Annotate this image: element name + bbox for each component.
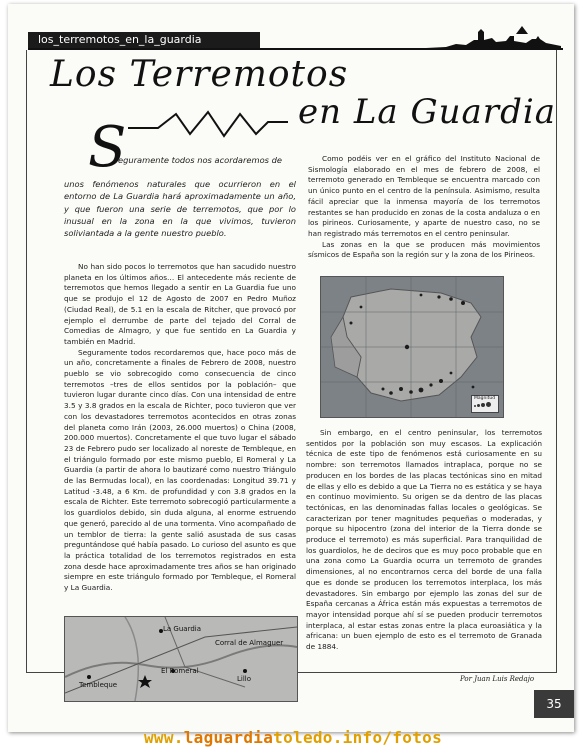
legend-scale-dots	[474, 402, 492, 408]
right-column-bottom	[306, 428, 542, 653]
url-prefix: www.	[144, 728, 184, 747]
intro-paragraph: unos fenómenos naturales que ocurrieron en el entorno de La Guardia hará aproximadamente un año, y que fueron una serie de terremotos, que por lo inusual en la zona en la que vivimos, tuvieron soliviantada a la gente nuestro pueblo.	[64, 179, 296, 239]
footer-url-link[interactable]	[0, 728, 586, 747]
frame-left-border	[26, 50, 27, 672]
map-legend	[471, 395, 499, 413]
legend-title: Magnitud	[474, 396, 496, 401]
article-title-line-2: en La Guardia	[298, 92, 556, 132]
author-byline: Por Juan Luis Redajo	[460, 675, 535, 683]
map-label-tembleque: Tembleque	[79, 681, 118, 689]
drop-cap: S	[88, 115, 127, 180]
local-area-map	[64, 616, 298, 702]
intro-first-line: eguramente todos nos acordaremos de	[118, 155, 282, 165]
right-column-top	[308, 154, 540, 261]
url-suffix: toledo.info/fotos	[273, 728, 442, 747]
header-rule	[28, 48, 563, 50]
right-paragraph-3: Sin embargo, en el centro peninsular, los terremotos sentidos por la población son muy escasos. La explicación técnica de este tipo de fenómenos está curiosamente en su nombre: son terremotos llamados intraplaca, porque no se producen en los bordes de las placas tectónicas sino en mitad de ellas y ello es debido a que La Tierra no es estática y se haya en continuo movimiento. Su origen se da dentro de las placas tectónicas, en las denominadas fallas locales o geológicas. Se caracterizan por tener magnitudes pequeñas o moderadas, y porque su hipocentro (zona del interior de la Tierra donde se produce el terremoto) es más superficial. Para tranquilidad de los guardiolos, he de deciros que es muy poco probable que en una zona como La Guardia ocurra un terremoto de grandes dimensiones, al no encontrarnos cerca del borde de una falla que es donde se producen los terremotos interplaca, los más devastadores. Sin embargo por ejemplo las zonas del sur de España cercanas a África están más expuestas a terremotos de mayor intensidad porque ahí sí se pueden producir terremotos interplaca, al estar estas zonas entre la placa euroasiática y la africana: un buen ejemplo de esto es el terremoto de Granada de 1884.	[306, 428, 542, 652]
section-tab: los_terremotos_en_la_guardia	[28, 32, 260, 48]
left-paragraph-2: Seguramente todos recordaremos que, hace poco más de un año, concretamente a finales de Febrero de 2008, nuestro pueblo se vio sobrecogido como consecuencia de cinco terremotos –tres de ellos sentidos por la población– que tuvieron lugar durante cinco días. Con una intensidad de entre 3.5 y 3.8 grados en la escala de Richter, poco tuvieron que ver con los devastadores terremotos acontecidos en otras zonas del planeta como Irán (2003, 26.000 muertos) o China (2008, 200.000 muertos). Concretamente el que tuvo lugar el sábado 23 de Febrero pudo ser localizado al noreste de Tembleque, en el triángulo formado por este mismo pueblo, El Romeral y La Guardia (a partir de ahora lo bautizaré como nuestro Triángulo de las Bermudas local), en las coordenadas: Longitud 39.71 y Latitud -3.48, a 6 Km. de profundidad y con 3.8 grados en la escala de Richter. Este terremoto sobrecogió particularmente a los guardiolos debido, sin duda alguna, al enorme estruendo que generó, parecido al de una tormenta. Vino acompañado de un temblor de tierra: la gente salió asustada de sus casas preguntándose qué había pasado. Lo curioso del asunto es que la práctica totalidad de los terremotos registrados en esta zona desde hace aproximadamente tres años se han originado siempre en este triángulo formado por Tembleque, el Romeral y La Guardia.	[64, 347, 296, 593]
page-number: 35	[534, 690, 574, 718]
left-paragraph-1: No han sido pocos lo terremotos que han sacudido nuestro planeta en los últimos años… El antecedente más reciente de terremotos que hemos llegado a sentir en La Guardia fue uno que se produjo el 12 de Agosto de 2007 en Pedro Muñoz (Ciudad Real), de 5.1 en la escala de Ritcher, que provocó por ejemplo el derrumbe de parte del tejado del Corral de Comedias de Almagro, y que fue sentido en La Guardia y también en Madrid.	[64, 262, 296, 346]
seismograph-zigzag-icon	[128, 108, 288, 146]
left-column	[64, 262, 296, 594]
right-paragraph-2: Las zonas en la que se producen más movimientos sísmicos de España son la región sur y la zona de los Pirineos.	[308, 239, 540, 260]
map-label-corral: Corral de Almaguer	[215, 639, 284, 647]
url-highlight: laguardia	[183, 728, 274, 747]
map-label-lillo: Lillo	[237, 675, 252, 683]
map-label-romeral: El Romeral	[161, 667, 199, 675]
frame-right-border	[556, 50, 557, 672]
map-label-la-guardia: La Guardia	[163, 625, 201, 633]
spain-earthquake-map	[320, 276, 504, 418]
right-paragraph-1: Como podéis ver en el gráfico del Instituto Nacional de Sismología elaborado en el mes de febrero de 2008, el terremoto generado en Tembleque se encuentra marcado con un único punto en el centro de la península. Asimismo, resulta fácil apreciar que la inmensa mayoría de los terremotos restantes se han producido en zonas de la costa andaluza o en los pirineos. Curiosamente, y aparte de nuestro caso, no se han registrado más terremotos en el centro peninsular.	[308, 154, 540, 238]
magazine-page	[8, 4, 574, 732]
article-title-line-1: Los Terremotos	[50, 54, 349, 95]
